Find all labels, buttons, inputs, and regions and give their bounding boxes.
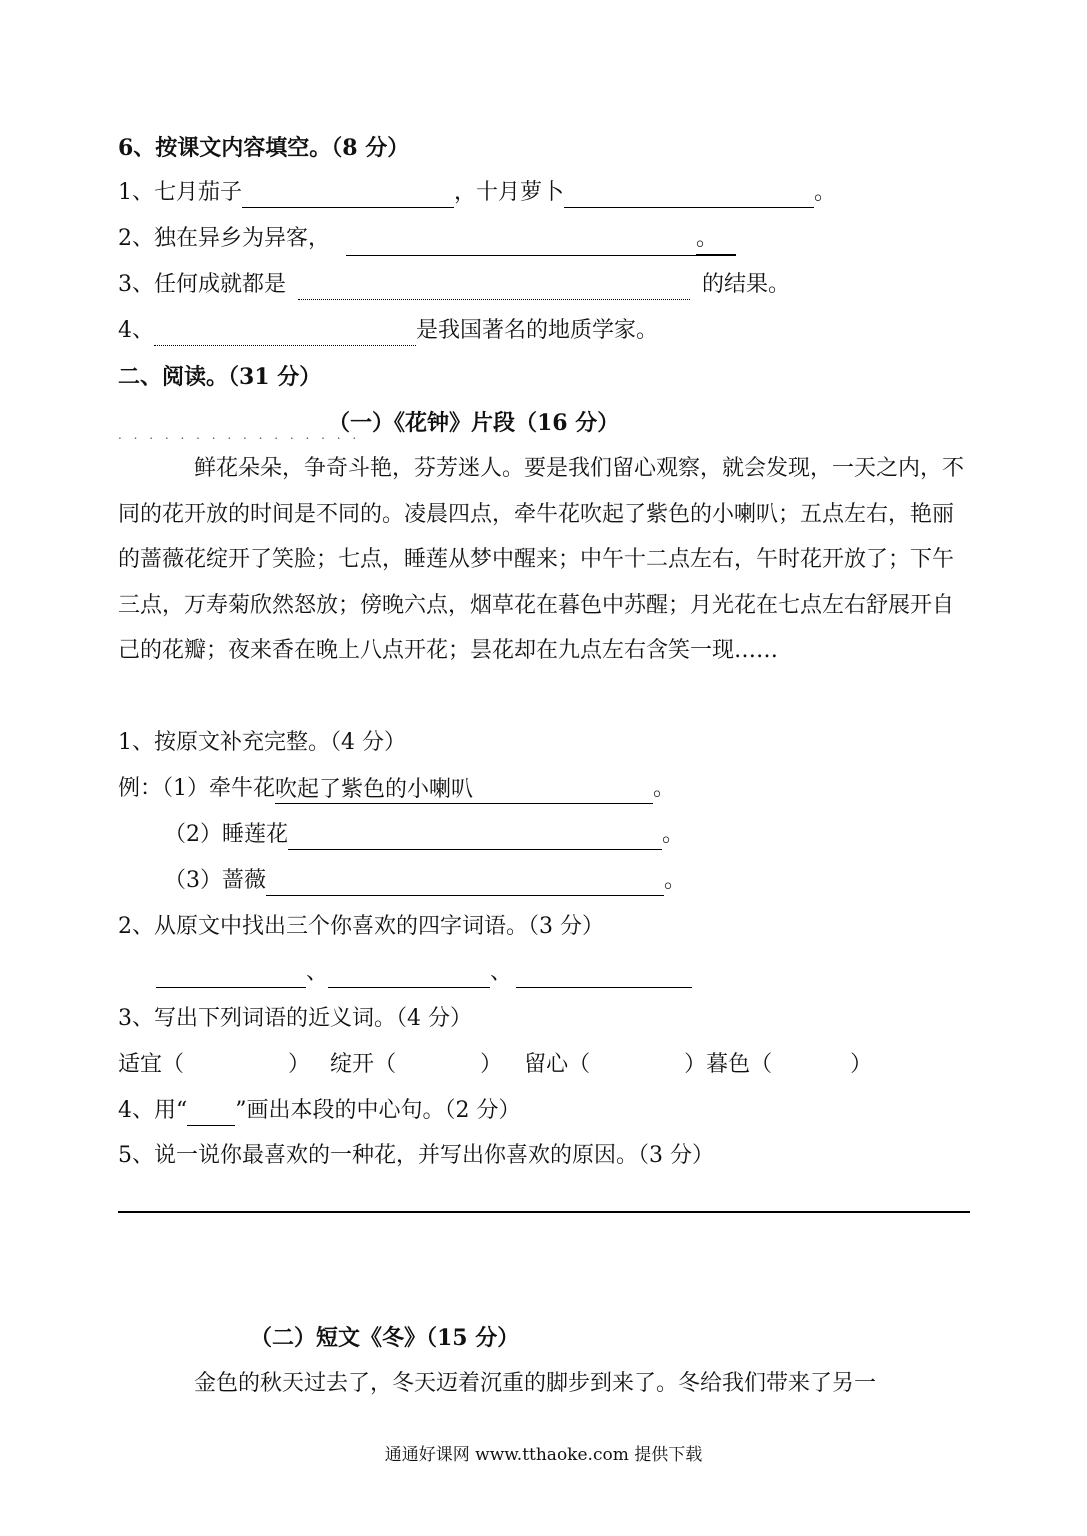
q2-sep-2: 、 — [490, 960, 513, 985]
q3-title: 3、写出下列词语的近义词。（4 分） — [118, 1006, 472, 1031]
q3-paren-4[interactable]: （ ） — [750, 1052, 873, 1077]
q3-word-4: 暮色 — [706, 1052, 751, 1077]
q3-paren-1[interactable]: （ ） — [162, 1052, 311, 1077]
q1-item-2-blank[interactable] — [288, 823, 662, 850]
q1-item-3 — [164, 866, 686, 896]
part2-title: （二）短文《冬》（15 分） — [250, 1325, 520, 1351]
q6-item-1-mid: ，十月萝卜 — [454, 180, 565, 205]
q4-line-sample — [187, 1103, 235, 1126]
q6-item-1-prefix: 1、七月茄子 — [118, 180, 242, 205]
q3-paren-3[interactable]: （ ） — [568, 1052, 707, 1077]
q1-title: 1、按原文补充完整。（4 分） — [118, 730, 406, 755]
q6-item-1-blank-1[interactable] — [242, 181, 454, 208]
q6-item-4-end: 是我国著名的地质学家。 — [416, 318, 659, 343]
q5-title: 5、说一说你最喜欢的一种花，并写出你喜欢的原因。（3 分） — [118, 1143, 714, 1168]
q6-item-1-blank-2[interactable] — [564, 181, 814, 208]
footer: 通通好课网 www.tthaoke.com 提供下载 — [384, 1445, 703, 1465]
q6-item-2 — [118, 224, 736, 256]
part1-passage — [118, 446, 970, 674]
q2-title: 2、从原文中找出三个你喜欢的四字词语。（3 分） — [118, 914, 604, 939]
q4-line — [118, 1096, 521, 1126]
q6-item-2-end: 。 — [696, 224, 736, 256]
q6-item-4 — [118, 316, 658, 346]
q6-item-1-end: 。 — [814, 180, 837, 205]
q6-item-4-blank[interactable] — [154, 319, 416, 346]
q6-item-3-blank[interactable] — [298, 273, 690, 300]
q2-blank-3[interactable] — [516, 961, 692, 988]
part2-passage: 金色的秋天过去了，冬天迈着沉重的脚步到来了。冬给我们带来了另一 — [194, 1371, 877, 1396]
q2-blanks — [156, 958, 692, 988]
q4-after: ”画出本段的中心句。（2 分） — [235, 1098, 521, 1123]
q6-item-1 — [118, 178, 836, 208]
q3-word-1: 适宜 — [118, 1052, 163, 1077]
q3-word-2: 绽开 — [330, 1052, 375, 1077]
q2-blank-1[interactable] — [156, 961, 306, 988]
q1-item-2 — [164, 820, 684, 850]
q3-word-3: 留心 — [524, 1052, 569, 1077]
q1-example — [118, 774, 675, 804]
q1-item-3-label: （3）蔷薇 — [164, 868, 266, 893]
q1-example-answer: 吹起了紫色的小喇叭 — [275, 777, 474, 802]
q3-paren-2[interactable]: （ ） — [374, 1052, 503, 1077]
q1-item-3-blank[interactable] — [266, 869, 664, 896]
q6-item-2-prefix: 2、独在异乡为异客， — [118, 226, 330, 251]
q1-example-answer-blank[interactable] — [275, 775, 653, 804]
q6-item-3 — [118, 270, 790, 300]
q1-item-3-end: 。 — [664, 868, 687, 893]
q4-before: 4、用“ — [118, 1098, 188, 1123]
q6-item-4-prefix: 4、 — [118, 318, 154, 343]
q1-example-end: 。 — [653, 776, 676, 801]
dotted-leader: . . . . . . . . . . . . . . . . — [118, 428, 361, 442]
q5-answer-line[interactable] — [118, 1211, 970, 1213]
section2-title: 二、阅读。（31 分） — [118, 364, 322, 390]
q2-blank-2[interactable] — [328, 961, 490, 988]
part1-passage-text: 鲜花朵朵，争奇斗艳，芬芳迷人。要是我们留心观察，就会发现，一天之内，不同的花开放的时间是不同的。凌晨四点，牵牛花吹起了紫色的小喇叭；五点左右，艳丽的蔷薇花绽开了笑脸；七点，睡莲从梦中醒来；中午十二点左右，午时花开放了；下午三点，万寿菊欣然怒放；傍晚六点，烟草花在暮色中苏醒；月光花在七点左右舒展开自己的花瓣；夜来香在晚上八点开花；昙花却在九点左右含笑一现…… — [118, 456, 965, 663]
q1-example-prefix: 例：（1）牵牛花 — [118, 776, 275, 801]
q3-words — [118, 1050, 872, 1080]
q1-item-2-end: 。 — [662, 822, 685, 847]
part1-title: （一）《花钟》片段（16 分） — [328, 410, 620, 436]
q6-item-3-end: 的结果。 — [702, 272, 791, 297]
q6-title: 6、按课文内容填空。（8 分） — [118, 135, 410, 161]
q6-item-3-prefix: 3、任何成就都是 — [118, 272, 286, 297]
q1-item-2-label: （2）睡莲花 — [164, 822, 288, 847]
q6-item-2-blank[interactable] — [346, 229, 696, 256]
q2-sep-1: 、 — [306, 960, 329, 985]
